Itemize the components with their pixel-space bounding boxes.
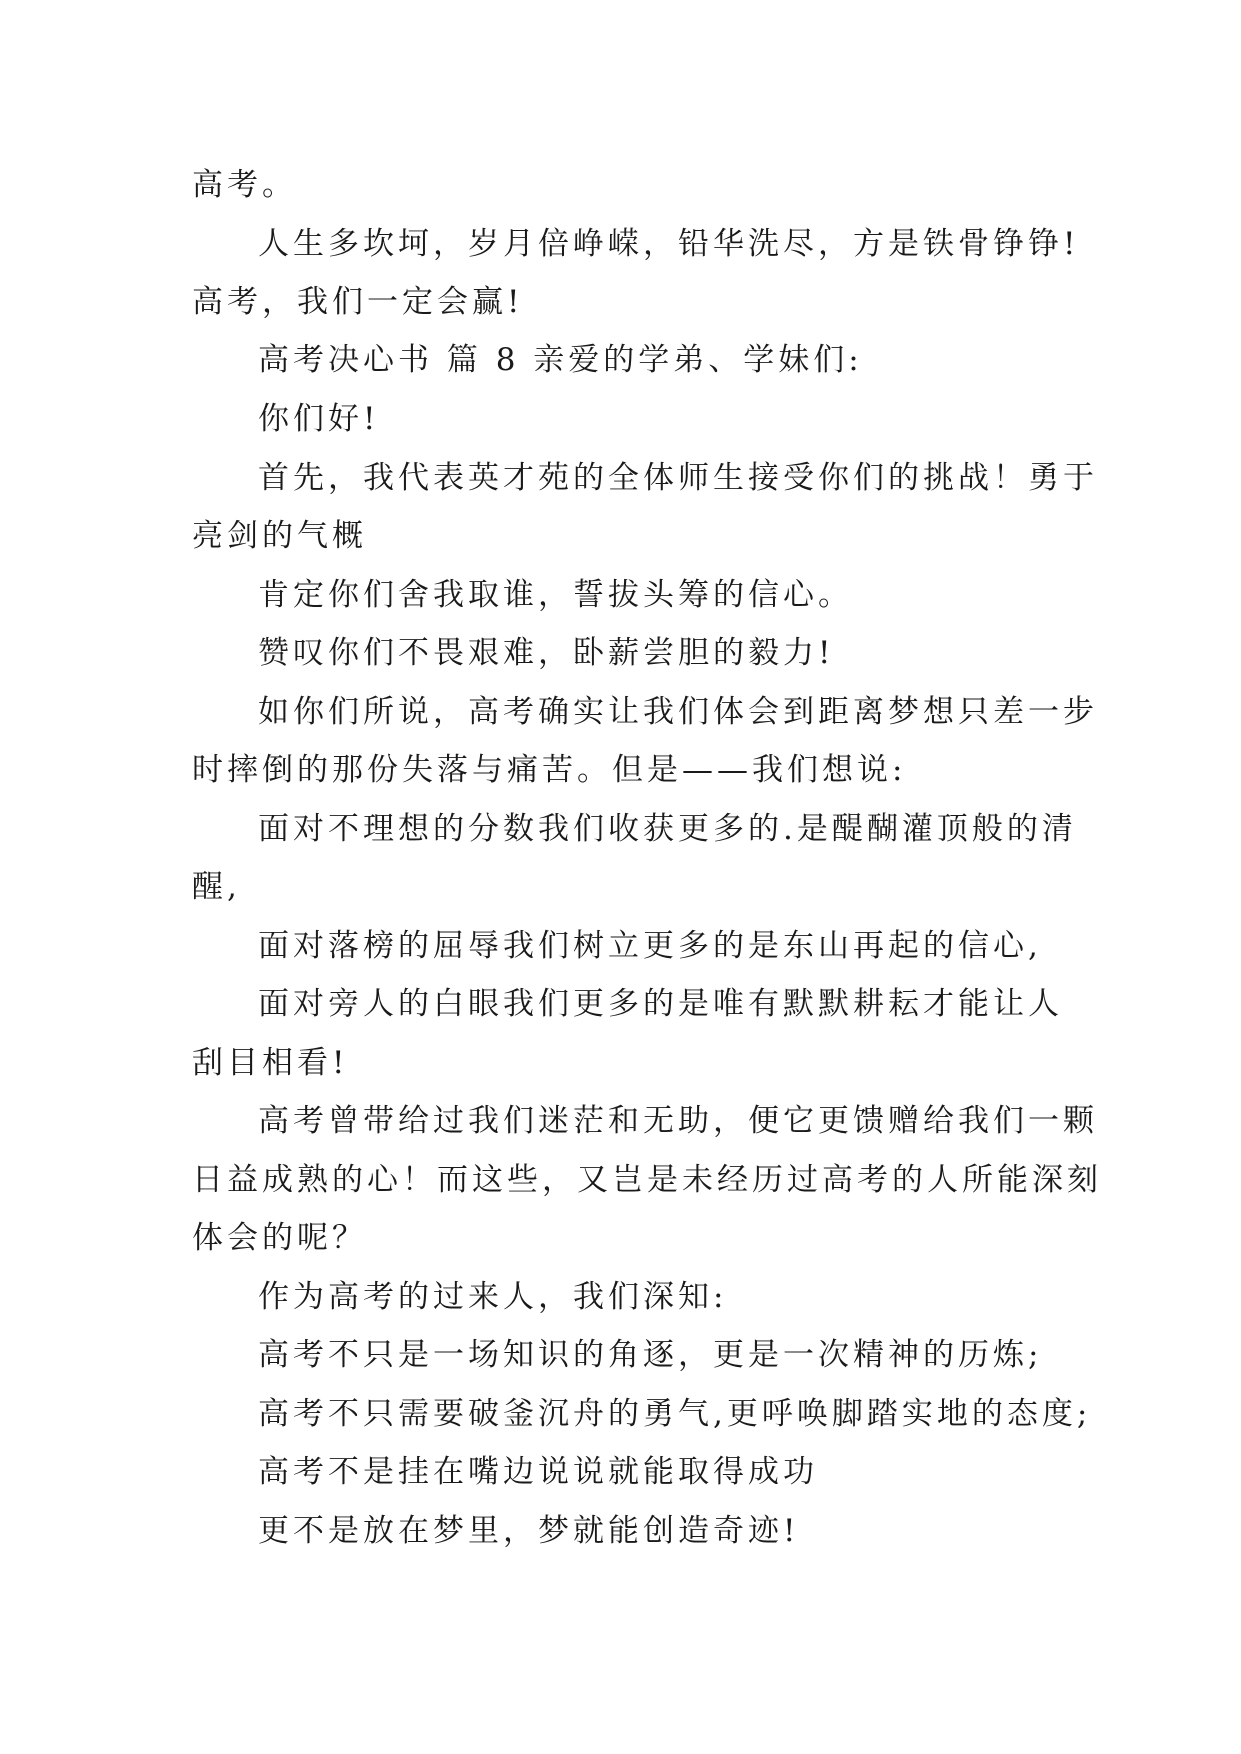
text-line: 面对旁人的白眼我们更多的是唯有默默耕耘才能让人 (258, 986, 1063, 1022)
text-line: 首先，我代表英才苑的全体师生接受你们的挑战！勇于 (258, 460, 1098, 496)
text-line: 高考，我们一定会赢! (192, 284, 524, 320)
text-line: 高考不只需要破釜沉舟的勇气,更呼唤脚踏实地的态度; (258, 1396, 1092, 1432)
text-line: 面对落榜的屈辱我们树立更多的是东山再起的信心, (258, 928, 1042, 964)
text-line: 醒, (192, 869, 241, 905)
text-line: 高考曾带给过我们迷茫和无助，便它更馈赠给我们一颗 (258, 1103, 1098, 1139)
text-line: 赞叹你们不畏艰难，卧薪尝胆的毅力! (258, 635, 835, 671)
text-line: 更不是放在梦里，梦就能创造奇迹! (258, 1513, 800, 1549)
text-line: 时摔倒的那份失落与痛苦。但是——我们想说: (192, 752, 907, 788)
text-line: 你们好! (258, 401, 380, 437)
text-line: 作为高考的过来人，我们深知: (258, 1279, 728, 1315)
text-line: 高考。 (192, 167, 297, 203)
text-line: 亮剑的气概 (192, 518, 367, 554)
text-line: 人生多坎坷，岁月倍峥嵘，铅华洗尽，方是铁骨铮铮! (258, 226, 1080, 262)
text-line: 面对不理想的分数我们收获更多的.是醍醐灌顶般的清 (258, 811, 1077, 847)
text-line: 日益成熟的心！而这些，又岂是未经历过高考的人所能深刻 (192, 1162, 1102, 1198)
text-line: 高考不只是一场知识的角逐，更是一次精神的历炼; (258, 1337, 1043, 1373)
text-line: 肯定你们舍我取谁，誓拔头筹的信心。 (258, 577, 853, 613)
text-line: 高考不是挂在嘴边说说就能取得成功 (258, 1454, 818, 1490)
text-line: 体会的呢？ (192, 1220, 367, 1256)
text-line: 高考决心书 篇 8 亲爱的学弟、学妹们: (258, 342, 863, 378)
text-line: 刮目相看! (192, 1045, 349, 1081)
text-line: 如你们所说，高考确实让我们体会到距离梦想只差一步 (258, 694, 1098, 730)
